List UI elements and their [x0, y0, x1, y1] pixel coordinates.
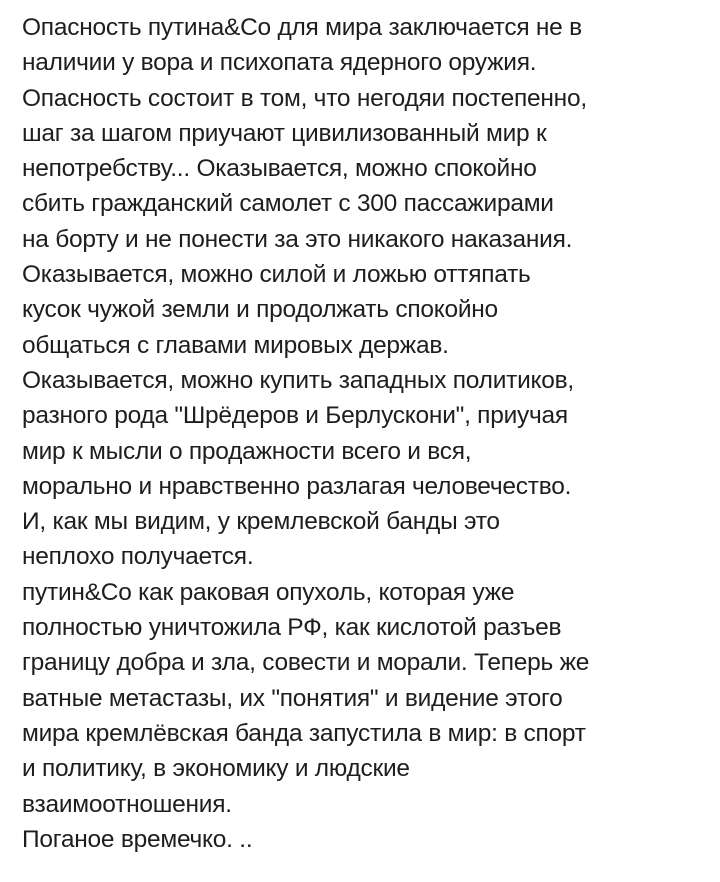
text-line: сбить гражданский самолет с 300 пассажирами [22, 190, 554, 218]
text-line: на борту и не понести за это никакого наказания. [22, 225, 573, 253]
post-text [22, 10, 712, 857]
text-line: И, как мы видим, у кремлевской банды это [22, 508, 500, 536]
text-line: непотребству... Оказывается, можно спокойно [22, 155, 537, 183]
text-line: ватные метастазы, их "понятия" и видение этого [22, 684, 563, 712]
text-line: путин&Со как раковая опухоль, которая уже [22, 578, 515, 606]
text-line: Опасность путина&Со для мира заключается не в [22, 14, 582, 41]
text-line: морально и нравственно разлагая человечество. [22, 472, 572, 500]
text-line: Поганое времечко. .. [22, 825, 253, 853]
text-line: мира кремлёвская банда запустила в мир: в спорт [22, 719, 586, 747]
text-line: границу добра и зла, совести и морали. Теперь же [22, 649, 590, 677]
text-line: Оказывается, можно купить западных политиков, [22, 366, 574, 394]
text-line: мир к мысли о продажности всего и вся, [22, 437, 472, 465]
text-line: наличии у вора и психопата ядерного оружия. [22, 49, 537, 77]
text-line: и политику, в экономику и людские [22, 755, 410, 783]
text-line: разного рода "Шрёдеров и Берлускони", приучая [22, 402, 568, 430]
text-line: Оказывается, можно силой и ложью оттяпать [22, 261, 531, 289]
text-line: полностью уничтожила РФ, как кислотой разъев [22, 614, 562, 642]
text-line: взаимоотношения. [22, 790, 232, 818]
text-line: общаться с главами мировых держав. [22, 331, 449, 359]
text-line: кусок чужой земли и продолжать спокойно [22, 296, 498, 324]
text-line: шаг за шагом приучают цивилизованный мир к [22, 119, 547, 147]
text-line: неплохо получается. [22, 543, 254, 571]
text-line: Опасность состоит в том, что негодяи постепенно, [22, 84, 587, 112]
